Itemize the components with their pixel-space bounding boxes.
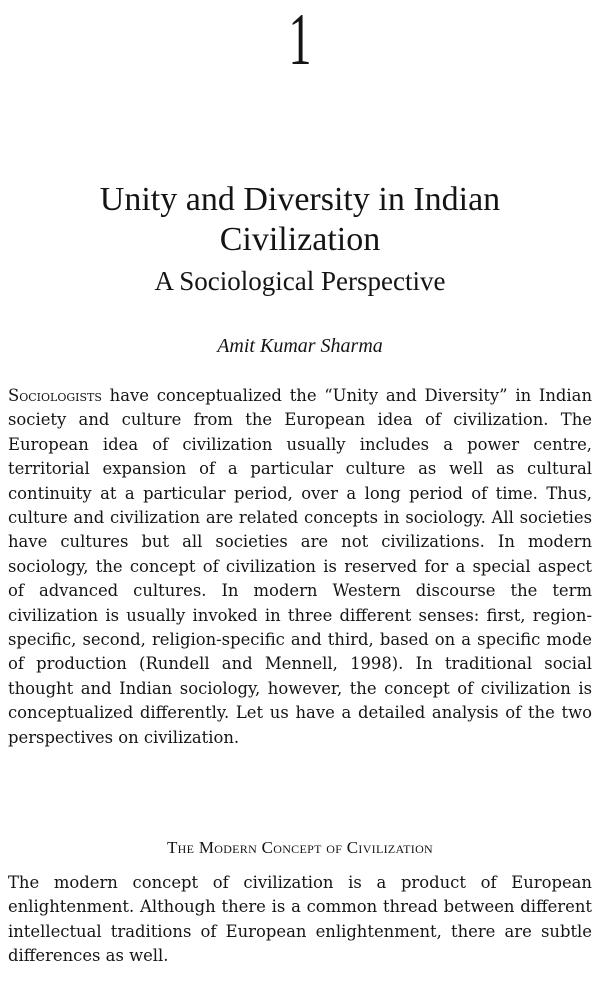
section-heading: The Modern Concept of Civilization [166,838,434,857]
chapter-title [0,180,600,260]
author-name: Amit Kumar Sharma [217,335,383,357]
paragraph-1-text: have conceptualized the “Unity and Diversity” in Indian society and culture from the European idea of civilization. The European idea of civilization usually includes a power centre, territorial expansion of a particular culture as well as cultural continuity at a particular period, over a long period of time. Thus, culture and civilization are related concepts in sociology. All societies have cultures but all societies are not civilizations. In modern sociology, the concept of civilization is reserved for a special aspect of advanced cultures. In modern Western discourse the term civilization is usually invoked in three different senses: first, region-specific, second, religion-specific and third, based on a specific mode of production (Rundell and Mennell, 1998). In traditional social thought and Indian sociology, however, the concept of civilization is conceptualized differently. Let us have a detailed analysis of the two perspectives on civilization. [8,386,592,747]
paragraph-lead-word: Sociologists [8,386,102,405]
chapter-title-line1: Unity and Diversity in Indian [99,181,501,218]
chapter-subtitle: A Sociological Perspective [154,266,446,296]
body-paragraph-1 [8,384,592,750]
chapter-title-line2: Civilization [219,221,381,258]
chapter-number: 1 [288,0,312,81]
body-paragraph-2: The modern concept of civilization is a product of European enlightenment. Although there is a common thread between different intellectual traditions of European enlightenment, there are subtle differences as well. [8,873,592,966]
